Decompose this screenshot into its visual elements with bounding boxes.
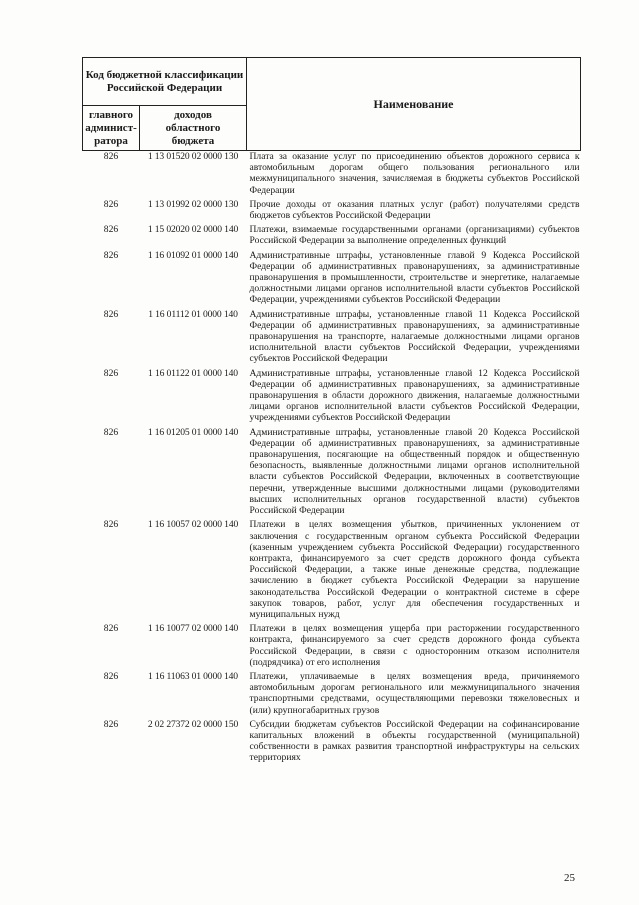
income-name-cell: Платежи, взимаемые государственными органами (организациями) субъектов Российской Федерации за выполнение определенных функций	[249, 224, 580, 247]
income-code-cell: 1 16 01112 01 0000 140	[148, 308, 238, 320]
admin-code-cell: 826	[103, 426, 119, 438]
budget-classification-table	[82, 57, 581, 767]
income-code-cell: 2 02 27372 02 0000 150	[147, 718, 239, 730]
admin-code-cell: 826	[103, 623, 119, 635]
admin-code-cell: 826	[103, 670, 119, 682]
income-code-cell: 1 16 11063 01 0000 140	[148, 670, 238, 682]
table-body	[83, 151, 581, 767]
admin-code-cell: 826	[103, 224, 119, 236]
income-code-cell: 1 13 01992 02 0000 130	[147, 198, 239, 210]
income-code-cell: 1 16 01122 01 0000 140	[148, 367, 238, 379]
header-name-column: Наименование	[247, 58, 581, 151]
income-code-cell: 1 16 01205 01 0000 140	[147, 426, 239, 438]
income-name-cell: Административные штрафы, установленные главой 9 Кодекса Российской Федерации об административных правонарушениях, за административные правонарушения в промышленности, строительстве и энергетике, налагаемые должностными лицами органов исполнительной власти субъектов Российской Федерации, учреждениями субъектов Российской Федерации	[249, 249, 580, 306]
page-number: 25	[564, 872, 575, 884]
income-name-cell: Платежи в целях возмещения убытков, причиненных уклонением от заключения с государственным органом субъекта Российской Федерации (казенным учреждением субъекта Российской Федерации) государственного контракта, финансируемого за счет средств дорожного фонда субъекта Российской Федерации, а также иные денежные средства, подлежащие зачислению в бюджет субъекта Российской Федерации за нарушение законодательства Российской Федерации о контрактной системе в сфере закупок товаров, работ, услуг для обеспечения государственных и муниципальных нужд	[249, 519, 580, 620]
income-name-cell: Платежи, уплачиваемые в целях возмещения вреда, причиняемого автомобильным дорогам регионального или межмуниципального значения транспортными средствами, осуществляющими перевозки тяжеловесных и (или) крупногабаритных грузов	[249, 670, 580, 716]
income-name-cell: Прочие доходы от оказания платных услуг (работ) получателями средств бюджетов субъектов Российской Федерации	[249, 198, 580, 222]
admin-code-cell: 826	[103, 308, 119, 320]
table-row	[83, 368, 581, 427]
admin-code-cell: 826	[103, 718, 119, 730]
income-name-cell: Субсидии бюджетам субъектов Российской Федерации на софинансирование капитальных вложений в объекты государственной (муниципальной) собственности в рамках развития транспортной инфраструктуры на сельских территориях	[249, 718, 580, 764]
income-code-cell: 1 16 01092 01 0000 140	[147, 249, 239, 261]
income-name-cell: Платежи в целях возмещения ущерба при расторжении государственного контракта, финансируемого за счет средств дорожного фонда субъекта Российской Федерации, в связи с односторонним отказом исполнителя (подрядчика) от его исполнения	[249, 623, 580, 668]
table-row	[83, 250, 581, 309]
header-income-column: доходов областного бюджета	[140, 106, 247, 151]
income-name-cell: Административные штрафы, установленные главой 20 Кодекса Российской Федерации об административных правонарушениях, за административные правонарушения, посягающие на общественный порядок и общественную безопасность, выявленные должностными лицами органов исполнительной власти субъектов Российской Федерации, включенных в соответствующие перечни, утвержденные высшими должностными лицами (руководителями высших исполнительных органов государственной власти) субъектов Российской Федерации	[249, 426, 580, 517]
table-row	[83, 427, 581, 520]
admin-code-cell: 826	[103, 519, 119, 531]
header-group-title: Код бюджетной классификации Российской Федерации	[83, 58, 247, 106]
table-row	[83, 151, 581, 199]
admin-code-cell: 826	[103, 367, 119, 379]
admin-code-cell: 826	[103, 151, 119, 162]
table-row	[83, 671, 581, 719]
table-row	[83, 224, 581, 249]
admin-code-cell: 826	[103, 198, 119, 210]
header-admin-column: главного админист- ратора	[83, 106, 140, 151]
admin-code-cell: 826	[103, 249, 119, 261]
income-name-cell: Административные штрафы, установленные главой 11 Кодекса Российской Федерации об административных правонарушениях, за административные правонарушения на транспорте, налагаемые должностными лицами органов исполнительной власти субъектов Российской Федерации, учреждениями субъектов Российской Федерации	[249, 308, 580, 365]
table-row	[83, 519, 581, 623]
income-name-cell: Административные штрафы, установленные главой 12 Кодекса Российской Федерации об административных правонарушениях, за административные правонарушения в области дорожного движения, налагаемые должностными лицами органов исполнительной власти субъектов Российской Федерации, учреждениями субъектов Российской Федерации	[249, 367, 580, 424]
table-row	[83, 623, 581, 671]
table-row	[83, 309, 581, 368]
income-code-cell: 1 16 10057 02 0000 140	[147, 519, 239, 531]
income-code-cell: 1 15 02020 02 0000 140	[147, 224, 239, 236]
income-name-cell: Плата за оказание услуг по присоединению объектов дорожного сервиса к автомобильным дорогам общего пользования регионального или межмуниципального значения, зачисляемая в бюджеты субъектов Российской Федерации	[249, 151, 580, 196]
income-code-cell: 1 13 01520 02 0000 130	[147, 151, 239, 162]
table-row	[83, 719, 581, 767]
income-code-cell: 1 16 10077 02 0000 140	[147, 623, 239, 635]
table-row	[83, 199, 581, 224]
